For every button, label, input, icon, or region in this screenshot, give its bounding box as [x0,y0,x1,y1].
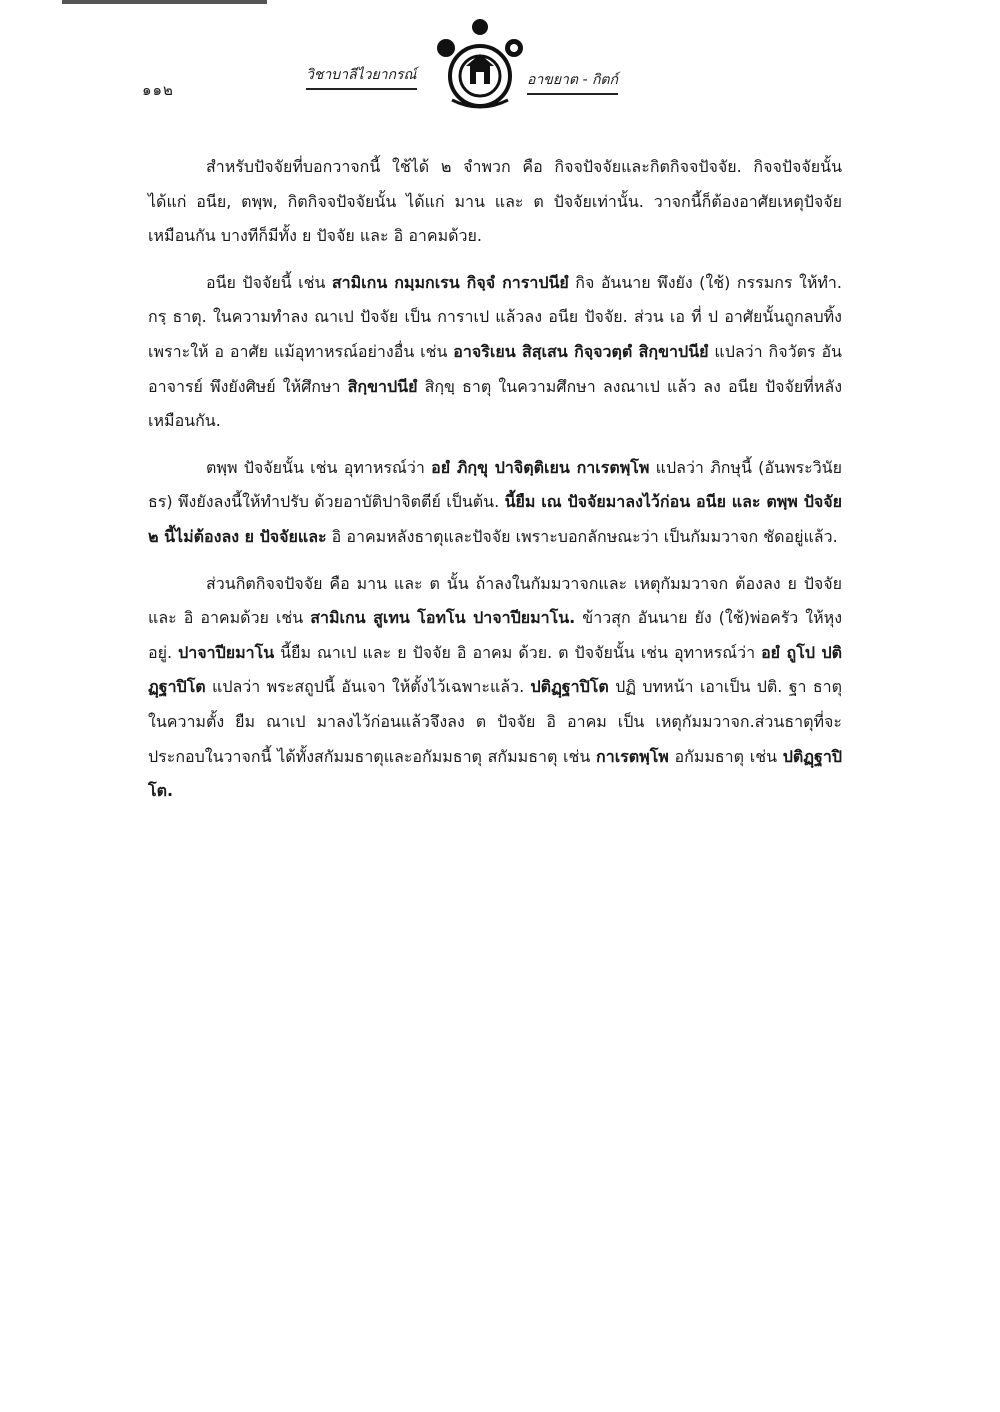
paragraph-text: ส่วนกิตกิจจปัจจัย คือ มาน และ ต นั้น ถ้าลงในกัมมวาจกและ เหตุกัมมวาจก ต้องลง ย ปัจจัย และ อิ อาคมด้วย เช่น [148,573,842,628]
paragraph-text: กิจ อันนาย พึงยัง (ใช้) กรรมกร ให้ทำ. กรฺ ธาตุ. ในความทำลง ณาเป ปัจจัย เป็น การาเป แล้วลง อนีย ปัจจัย. ส่วน เอ ที่ ป อาศัยนั้นถูกลบทิ้ง เพราะให้ อ อาศัย แม้อุทาหรณ์อย่างอื่น เช่น [148,272,842,361]
pali-example-text: อยํ ถูโป ปติฏฺฐาปิโต [148,642,843,697]
pali-example-text: นี้ยืม เณ ปัจจัยมาลงไว้ก่อน อนีย และ ตพฺพ ปัจจัย ๒ นี้ไม่ต้องลง ย ปัจจัยและ [148,492,843,546]
paragraph-text: สำหรับปัจจัยที่บอกวาจกนี้ ใช้ได้ ๒ จำพวก คือ กิจจปัจจัยและกิตกิจจปัจจัย. กิจจปัจจัยนั้น ได้แก่ อนีย, ตพฺพ, กิตกิจจปัจจัยนั้น ได้แก่ มาน และ ต ปัจจัยเท่านั้น. วาจกนี้ก็ต้องอาศัยเหตุปัจจัยเหมือนกัน บางทีก็มีทั้ง ย ปัจจัย และ อิ อาคมด้วย. [148,157,842,246]
paragraph-text: ปฏิ บทหน้า เอาเป็น ปติ. ฐา ธาตุ ในความตั้ง ยืม ณาเป มาลงไว้ก่อนแล้วจึงลง ต ปัจจัย อิ อาคม เป็น เหตุกัมมวาจก.ส่วนธาตุที่จะประกอบในวาจกนี้ ได้ทั้งสกัมมธาตุและอกัมมธาตุ สกัมมธาตุ เช่น [148,677,843,766]
page-number: ๑๑๒ [142,81,174,99]
paragraph [148,150,842,254]
page-header [0,0,1000,120]
chapter-title: อาขยาต - กิตก์ [527,69,618,95]
emblem-seal-icon [432,18,528,114]
pali-example-text: ปติฏฺฐาปิโต. [148,746,842,801]
paragraph-text: ตพฺพ ปัจจัยนั้น เช่น อุทาหรณ์ว่า [206,457,432,477]
paragraph-text: อกัมมธาตุ เช่น [668,746,783,766]
paragraph-text: แปลว่า ภิกษุนี้ (อันพระวินัยธร) พึงยังลงนี้ให้ทำปรับ ด้วยอาบัติปาจิตตีย์ เป็นต้น. [148,457,842,512]
paragraph-text: อนีย ปัจจัยนี้ เช่น [206,272,332,292]
paragraph-text: ข้าวสุก อันนาย ยัง (ใช้)พ่อครัว ให้หุงอยู่. [148,608,843,662]
pali-example-text: อาจริเยน สิสฺเสน กิจฺจวตฺตํ สิกฺขาปนียํ [453,341,709,361]
paragraph [148,567,842,809]
pali-example-text: สามิเกน สูเทน โอทโน ปาจาปียมาโน. [310,608,576,628]
paragraph [148,266,842,439]
paragraph-text: อิ อาคมหลังธาตุและปัจจัย เพราะบอกลักษณะว่า เป็นกัมมวาจก ชัดอยู่แล้ว. [326,526,838,546]
pali-example-text: ปติฏฺฐาปิโต [530,677,609,697]
pali-example-text: ปาจาปียมาโน [178,642,275,662]
paragraph-text: นี้ยืม ณาเป และ ย ปัจจัย อิ อาคม ด้วย. ต ปัจจัยนั้น เช่น อุทาหรณ์ว่า [274,642,762,662]
paragraph-text: สิกฺขฺ ธาตุ ในความศึกษา ลงณาเป แล้ว ลง อนีย ปัจจัยที่หลังเหมือนกัน. [148,376,842,431]
pali-example-text: สามิเกน กมฺมกเรน กิจฺจํ การาปนียํ [331,272,569,292]
pali-example-text: อยํ ภิกฺขุ ปาจิตฺติเยน กาเรตพฺโพ [431,457,650,477]
paragraph [148,451,842,555]
pali-example-text: สิกฺขาปนียํ [347,376,418,396]
paragraph-text: แปลว่า พระสถูปนี้ อันเจา ให้ตั้งไว้เฉพาะแล้ว. [205,677,531,697]
paragraph-text: แปลว่า กิจวัตร อันอาจารย์ พึงยังศิษย์ ให้ศึกษา [148,341,842,396]
body-text [148,150,842,821]
book-title: วิชาบาลีไวยากรณ์ [306,64,417,90]
pali-example-text: กาเรตพฺโพ [596,746,669,766]
